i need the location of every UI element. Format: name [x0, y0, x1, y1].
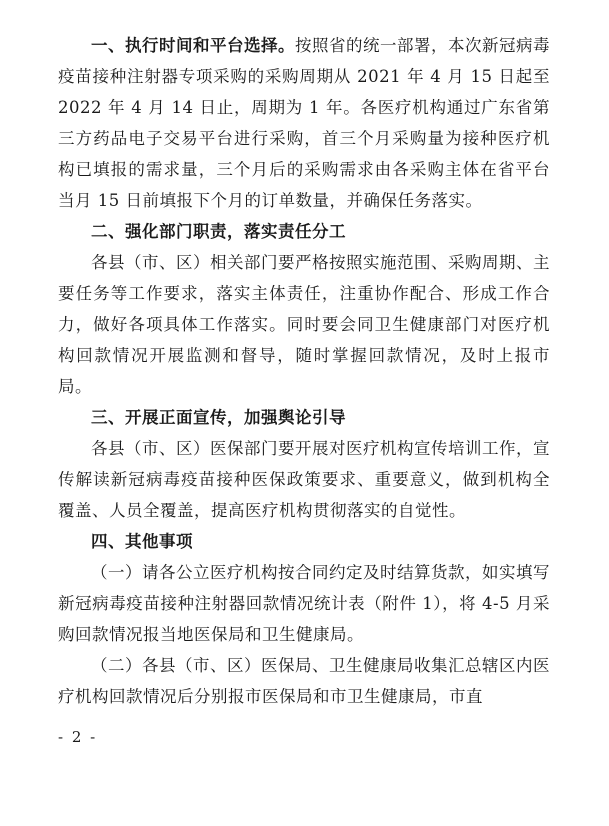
section1-paragraph — [58, 30, 550, 216]
section4-heading: 四、其他事项 — [91, 532, 193, 551]
section4-item1: （一）请各公立医疗机构按合同约定及时结算货款，如实填写新冠病毒疫苗接种注射器回款情况统计表（附件 1），将 4-5 月采购回款情况报当地医保局和卫生健康局。 — [58, 563, 550, 644]
section1-body: 按照省的统一部署，本次新冠病毒疫苗接种注射器专项采购的采购周期从 2021 年 4 月 15 日起至 2022 年 4 月 14 日止，周期为 1 年。各医疗机构通过广东省第三方药品电子交易平台进行采购，首三个月采购量为接种医疗机构已填报的需求量，三个月后的采购需求由各采购主体在省平台当月 15 日前填报下个月的订单数量，并确保任务落实。 — [58, 36, 550, 210]
page-number: - 2 - — [58, 728, 98, 746]
section4-item2: （二）各县（市、区）医保局、卫生健康局收集汇总辖区内医疗机构回款情况后分别报市医保局和市卫生健康局，市直 — [58, 656, 550, 706]
section3-heading: 三、开展正面宣传，加强舆论引导 — [91, 408, 346, 427]
section2-heading: 二、强化部门职责，落实责任分工 — [91, 222, 346, 241]
document-page — [58, 30, 550, 712]
section2-body: 各县（市、区）相关部门要严格按照实施范围、采购周期、主要任务等工作要求，落实主体责任，注重协作配合、形成工作合力，做好各项具体工作落实。同时要会同卫生健康部门对医疗机构回款情况开展监测和督导，随时掌握回款情况，及时上报市局。 — [58, 253, 550, 396]
section1-lead: 一、执行时间和平台选择。 — [91, 36, 295, 55]
section3-body: 各县（市、区）医保部门要开展对医疗机构宣传培训工作，宣传解读新冠病毒疫苗接种医保政策要求、重要意义，做到机构全覆盖、人员全覆盖，提高医疗机构贯彻落实的自觉性。 — [58, 439, 550, 520]
